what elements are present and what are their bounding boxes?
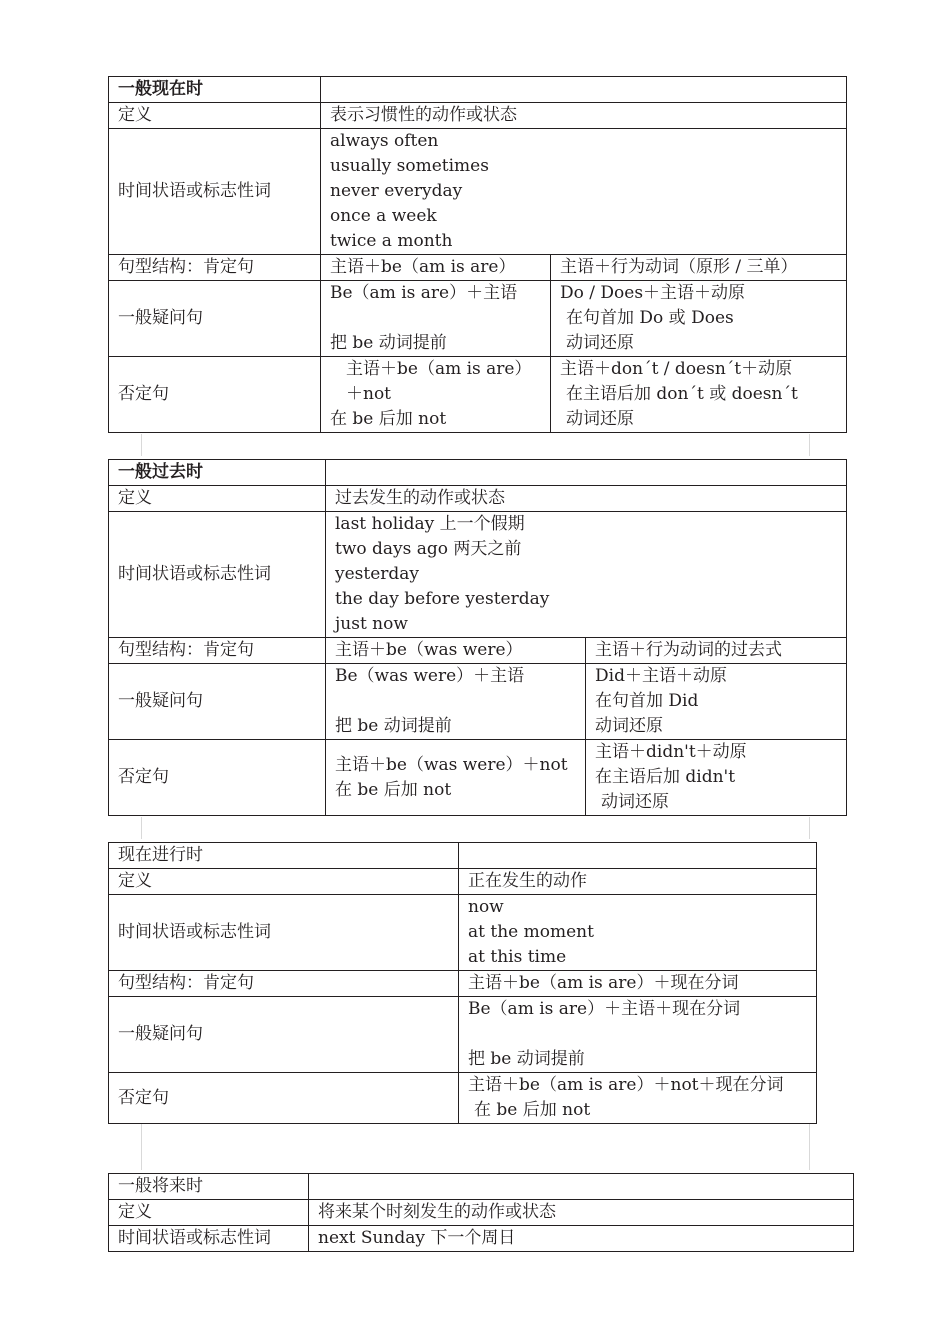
negative-be-line: 在 be 后加 not <box>335 779 452 800</box>
blank-line <box>335 689 585 714</box>
divider <box>809 434 810 456</box>
negative-label: 否定句 <box>109 357 321 433</box>
table-title: 一般过去时 <box>109 460 326 486</box>
blank-line <box>468 1022 816 1047</box>
divider <box>809 1124 810 1170</box>
negative-be-line: 在 be 后加 not <box>330 409 447 429</box>
question-be-note: 把 be 动词提前 <box>335 716 452 736</box>
marker-item: now <box>468 897 504 917</box>
markers-label: 时间状语或标志性词 <box>109 512 326 638</box>
question-line: Be（am is are）＋主语＋现在分词 <box>468 999 741 1019</box>
question-be-line: Be（was were）＋主语 <box>335 666 525 686</box>
marker-item: always often <box>330 131 439 151</box>
definition-value: 过去发生的动作或状态 <box>326 486 847 512</box>
question-verb-line: 动词还原 <box>595 716 663 736</box>
definition-label: 定义 <box>109 103 321 129</box>
question-value <box>459 997 817 1073</box>
definition-value: 将来某个时刻发生的动作或状态 <box>309 1200 854 1226</box>
structure-label: 句型结构：肯定句 <box>109 255 321 281</box>
question-verb-line: 动词还原 <box>566 333 634 353</box>
negative-line: 在 be 后加 not <box>474 1100 591 1120</box>
definition-label: 定义 <box>109 869 459 895</box>
definition-value: 正在发生的动作 <box>459 869 817 895</box>
title-empty-cell <box>321 77 847 103</box>
question-verb-line: 在句首加 Do 或 Does <box>566 308 734 328</box>
marker-item: last holiday 上一个假期 <box>335 514 525 534</box>
question-note: 把 be 动词提前 <box>468 1049 585 1069</box>
negative-verb-line: 主语＋don´t / doesn´t＋动原 <box>560 359 793 379</box>
structure-verb: 主语＋行为动词（原形 / 三单） <box>551 255 847 281</box>
marker-item: just now <box>335 614 408 634</box>
definition-label: 定义 <box>109 1200 309 1226</box>
negative-be <box>321 357 551 433</box>
markers-label: 时间状语或标志性词 <box>109 129 321 255</box>
structure-be: 主语＋be（was were） <box>326 638 586 664</box>
negative-verb-line: 动词还原 <box>566 409 634 429</box>
marker-item: usually sometimes <box>330 156 489 176</box>
negative-label: 否定句 <box>109 1073 459 1124</box>
question-verb-line: 在句首加 Did <box>595 691 699 711</box>
question-be-line: Be（am is are）＋主语 <box>330 283 518 303</box>
question-verb-line: Do / Does＋主语＋动原 <box>560 283 746 303</box>
negative-verb-line: 在主语后加 don´t 或 doesn´t <box>566 384 798 404</box>
table-title: 一般现在时 <box>109 77 321 103</box>
table-title: 一般将来时 <box>109 1174 309 1200</box>
structure-verb: 主语＋行为动词的过去式 <box>586 638 847 664</box>
divider <box>809 817 810 839</box>
negative-value <box>459 1073 817 1124</box>
title-empty-cell <box>309 1174 854 1200</box>
negative-verb-line: 动词还原 <box>601 792 669 812</box>
marker-item: once a week <box>330 206 437 226</box>
question-verb-line: Did＋主语＋动原 <box>595 666 727 686</box>
present-continuous-table <box>108 842 817 1124</box>
divider <box>141 817 142 839</box>
negative-line: 主语＋be（am is are）＋not＋现在分词 <box>468 1075 784 1095</box>
markers-list <box>321 129 847 255</box>
structure-label: 句型结构：肯定句 <box>109 638 326 664</box>
question-be <box>326 664 586 740</box>
structure-value: 主语＋be（am is are）＋现在分词 <box>459 971 817 997</box>
question-label: 一般疑问句 <box>109 997 459 1073</box>
present-simple-table <box>108 76 847 433</box>
question-be-note: 把 be 动词提前 <box>330 333 447 353</box>
marker-item: twice a month <box>330 231 453 251</box>
future-simple-table <box>108 1173 854 1252</box>
marker-item: yesterday <box>335 564 420 584</box>
markers-label: 时间状语或标志性词 <box>109 1226 309 1252</box>
marker-item: the day before yesterday <box>335 589 550 609</box>
question-be <box>321 281 551 357</box>
negative-be-line: 主语＋be（was were）＋not <box>335 754 568 775</box>
marker-item: at the moment <box>468 922 594 942</box>
negative-verb <box>586 740 847 816</box>
structure-label: 句型结构：肯定句 <box>109 971 459 997</box>
negative-label: 否定句 <box>109 740 326 816</box>
definition-label: 定义 <box>109 486 326 512</box>
marker-item: two days ago 两天之前 <box>335 539 522 559</box>
past-simple-table <box>108 459 847 816</box>
table-title: 现在进行时 <box>109 843 459 869</box>
question-label: 一般疑问句 <box>109 281 321 357</box>
question-verb <box>586 664 847 740</box>
negative-be-line: 主语＋be（am is are） <box>346 359 532 379</box>
negative-verb-line: 在主语后加 didn't <box>595 767 736 787</box>
structure-be: 主语＋be（am is are） <box>321 255 551 281</box>
title-empty-cell <box>326 460 847 486</box>
marker-item: never everyday <box>330 181 463 201</box>
markers-list <box>459 895 817 971</box>
markers-label: 时间状语或标志性词 <box>109 895 459 971</box>
negative-be-line: ＋not <box>346 384 392 404</box>
negative-be <box>326 740 586 816</box>
title-empty-cell <box>459 843 817 869</box>
marker-item: next Sunday 下一个周日 <box>309 1226 854 1252</box>
markers-list <box>326 512 847 638</box>
negative-verb-line: 主语＋didn't＋动原 <box>595 742 747 762</box>
definition-value: 表示习惯性的动作或状态 <box>321 103 847 129</box>
question-verb <box>551 281 847 357</box>
divider <box>141 1124 142 1170</box>
negative-verb <box>551 357 847 433</box>
question-label: 一般疑问句 <box>109 664 326 740</box>
divider <box>141 434 142 456</box>
marker-item: at this time <box>468 947 567 967</box>
blank-line <box>330 306 550 331</box>
